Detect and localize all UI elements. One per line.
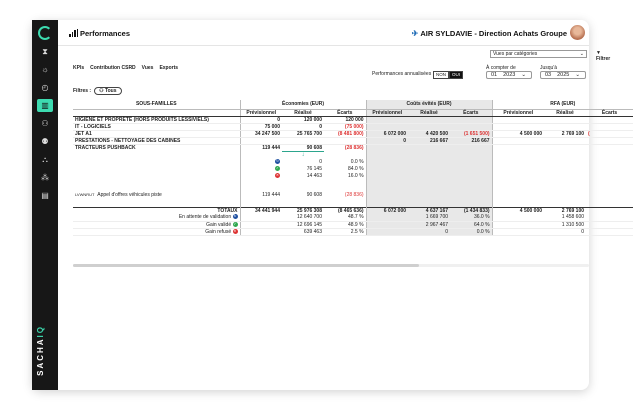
user-icon: ⚇ bbox=[99, 88, 104, 94]
col-sous-familles[interactable]: SOUS-FAMILLES bbox=[73, 100, 240, 109]
user-settings-icon[interactable]: ⚉ bbox=[41, 137, 49, 146]
tab-kpis[interactable]: KPIs bbox=[73, 65, 85, 71]
refused-icon: ✕ bbox=[233, 228, 237, 233]
from-date-picker[interactable]: 01 2023 ⌄ bbox=[486, 71, 532, 79]
performance-table bbox=[73, 100, 618, 260]
filter-button[interactable]: ▼ Filtrer bbox=[596, 50, 611, 62]
col-group-couts-evites: Coûts évités (EUR) bbox=[366, 100, 492, 109]
status-row-pending: En attente de validation ↻ 12 640 700 48.7 % 1 669 700 36.0 % 1 458 600 bbox=[73, 214, 633, 221]
perf-annualisees-label: Performances annualisées bbox=[372, 71, 432, 77]
refused-icon: ✕ bbox=[276, 172, 279, 177]
col-e-realise[interactable]: Réalisé bbox=[282, 109, 324, 116]
filter-icon: ▼ bbox=[596, 50, 601, 56]
table-row[interactable]: JET A1 34 247 500 25 765 700 (8 481 800) 6 072 000 4 420 500 (1 651 500) 4 500 000 2 769 100 ( bbox=[73, 130, 633, 137]
sidebar bbox=[32, 20, 58, 390]
plane-icon: ✈ bbox=[411, 29, 419, 38]
col-r-realise[interactable]: Réalisé bbox=[544, 109, 586, 116]
expand-arrow-row bbox=[73, 151, 633, 158]
status-row-validated: Gain validé ✓ 12 696 145 48.9 % 2 967 467 64.0 % 1 310 500 bbox=[73, 221, 633, 228]
app-window bbox=[32, 20, 618, 390]
page-title: Performances bbox=[80, 29, 131, 38]
sub-status-row: ✓ 76 145 84.0 % bbox=[73, 165, 633, 172]
pending-icon: ↻ bbox=[233, 214, 237, 219]
org-chart-icon[interactable]: ⛬ bbox=[42, 155, 48, 164]
tabs bbox=[73, 65, 178, 71]
bar-chart-icon bbox=[69, 29, 78, 37]
arrow-down-icon[interactable]: ↓ bbox=[301, 151, 305, 158]
to-date-picker[interactable]: 03 2025 ⌄ bbox=[540, 71, 586, 79]
col-c-previsionnel[interactable]: Prévisionnel bbox=[366, 109, 408, 116]
table-row[interactable]: LVWNRUT Appel d'offres véhicules piste 119 444 90 608 (28 836) bbox=[73, 191, 633, 198]
toggle-non[interactable]: NON bbox=[433, 71, 449, 79]
toggle-oui[interactable]: OUI bbox=[449, 71, 463, 79]
company-name: ✈ AIR SYLDAVIE - Direction Achats Groupe bbox=[411, 29, 567, 38]
users-icon[interactable]: ⚇ bbox=[41, 119, 49, 128]
pending-icon: ↻ bbox=[276, 158, 279, 163]
to-label: Jusqu'à bbox=[540, 65, 558, 71]
chevron-down-icon: ⌄ bbox=[579, 51, 584, 57]
main-content bbox=[58, 20, 618, 390]
filters-row bbox=[73, 87, 122, 95]
check-icon: ✓ bbox=[233, 221, 237, 226]
logo-icon bbox=[38, 26, 52, 40]
table-row[interactable]: IT - LOGICIELS 75 000 0 (75 000) bbox=[73, 123, 633, 130]
vues-select[interactable]: Vues par catégories ⌄ bbox=[490, 50, 587, 58]
tab-exports[interactable]: Exports bbox=[159, 65, 179, 71]
totals-row: TOTAUX 34 441 944 25 976 308 (8 465 636) 6 072 000 4 637 167 (1 434 833) 4 500 000 2 769 100 bbox=[73, 207, 633, 214]
filters-label: Filtres : bbox=[73, 88, 92, 94]
col-group-rfa: RFA (EUR) bbox=[492, 100, 633, 109]
dashboard-icon[interactable]: ◴ bbox=[41, 83, 49, 92]
performances-icon[interactable]: ▥ bbox=[37, 99, 53, 112]
filter-pill-tous[interactable]: ⚇ Tous bbox=[94, 87, 121, 95]
status-row-refused: Gain refusé ✕ 639 463 2.5 % 0 0.0 % 0 bbox=[73, 228, 633, 235]
table-row[interactable]: TRACTEURS PUSHBACK 119 444 90 608 (28 836) bbox=[73, 144, 633, 151]
table-row[interactable]: HIGIÈNE ET PROPRETÉ (HORS PRODUITS LESSIVIELS) 0 120 000 120 000 bbox=[73, 116, 633, 123]
sub-status-row: ✕ 14 463 16.0 % bbox=[73, 172, 633, 179]
network-icon[interactable]: ⁂ bbox=[41, 173, 49, 182]
tab-vues[interactable]: Vues bbox=[141, 65, 154, 71]
avatar[interactable] bbox=[570, 25, 585, 40]
col-r-previsionnel[interactable]: Prévisionnel bbox=[492, 109, 544, 116]
col-c-realise[interactable]: Réalisé bbox=[408, 109, 450, 116]
col-c-ecarts[interactable]: Écarts bbox=[450, 109, 492, 116]
col-group-economies: Économies (EUR) bbox=[240, 100, 366, 109]
brand-wordmark: SACHAIQ bbox=[36, 325, 45, 376]
document-icon[interactable]: ▤ bbox=[41, 191, 49, 200]
col-r-ecarts[interactable]: Écarts bbox=[586, 109, 633, 116]
check-icon: ✓ bbox=[276, 165, 279, 170]
col-e-ecarts[interactable]: Écarts bbox=[324, 109, 366, 116]
table-row[interactable]: PRESTATIONS - NETTOYAGE DES CABINES 0 216 667 216 667 bbox=[73, 137, 633, 144]
annualisees-toggle[interactable] bbox=[433, 71, 463, 79]
hourglass-icon[interactable]: ⧗ bbox=[42, 47, 48, 56]
horizontal-scrollbar[interactable] bbox=[73, 264, 419, 267]
sun-icon[interactable]: ☼ bbox=[41, 65, 49, 74]
col-e-previsionnel[interactable]: Prévisionnel bbox=[240, 109, 282, 116]
sub-status-row: ↻ 0 0.0 % bbox=[73, 158, 633, 165]
from-label: À compter de bbox=[486, 65, 516, 71]
tab-contribution-csrd[interactable]: Contribution CSRD bbox=[90, 65, 136, 71]
top-bar bbox=[58, 20, 589, 46]
